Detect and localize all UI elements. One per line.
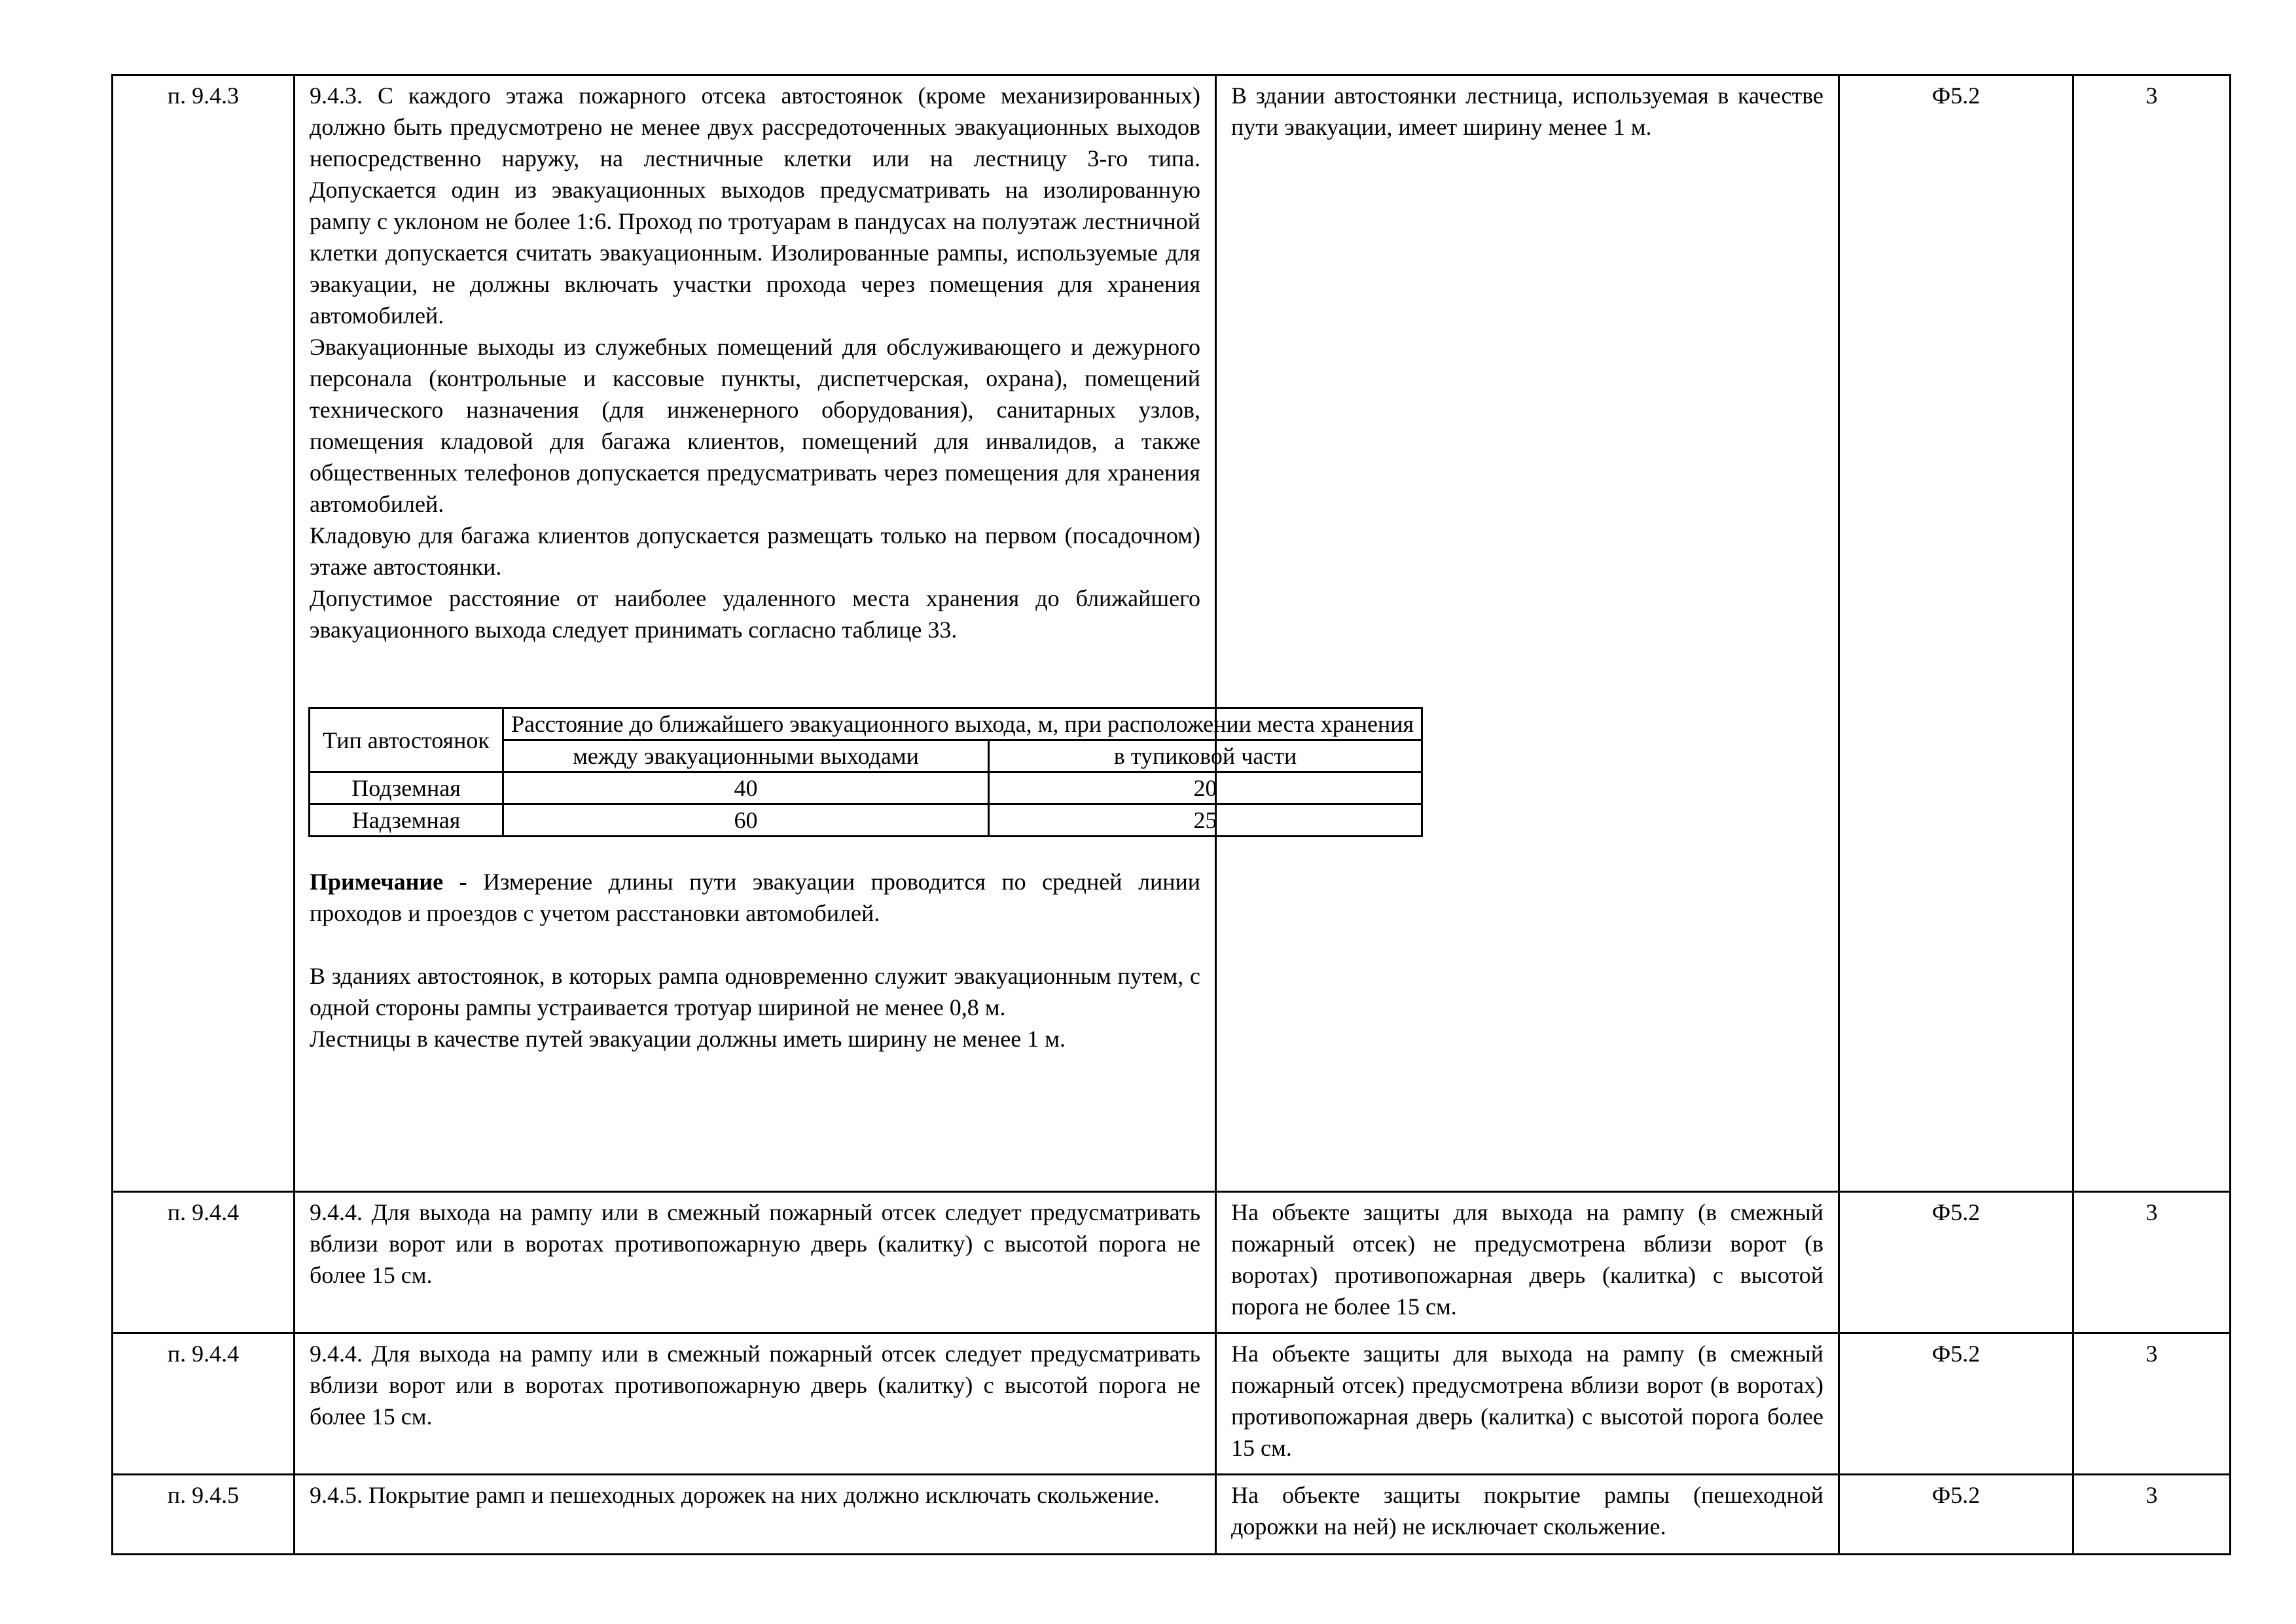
clause-ref: п. 9.4.5 [113, 1475, 295, 1555]
deadend-value: 20 [989, 772, 1422, 804]
type-header: Тип автостоянок [310, 708, 503, 772]
requirement-text: 9.4.4. Для выхода на рампу или в смежный пожарный отсек следует предусматривать вблизи ворот или в воротах противопожарную дверь (калитку) с высотой порога не более 15 см. [295, 1333, 1216, 1475]
class-code: Ф5.2 [1839, 1333, 2073, 1475]
distance-header: Расстояние до ближайшего эвакуационного выхода, м, при расположении места хранения [503, 708, 1422, 740]
requirement-paragraph: Кладовую для багажа клиентов допускается размещать только на первом (посадочном) этаже автостоянки. [310, 522, 1200, 580]
note-text: Измерение длины пути эвакуации проводится по средней линии проходов и проездов с учетом расстановки автомобилей. [310, 869, 1201, 926]
violation-text: В здании автостоянки лестница, используемая в качестве пути эвакуации, имеет ширину менее 1 м. [1216, 75, 1839, 1192]
table-row [113, 1333, 2231, 1475]
requirement-paragraph: В зданиях автостоянок, в которых рампа одновременно служит эвакуационным путем, с одной стороны рампы устраивается тротуар шириной не менее 0,8 м. [310, 963, 1200, 1020]
deadend-value: 25 [989, 804, 1422, 837]
between-value: 60 [503, 804, 989, 837]
requirement-text: 9.4.5. Покрытие рамп и пешеходных дорожек на них должно исключать скольжение. [295, 1475, 1216, 1555]
between-value: 40 [503, 772, 989, 804]
between-exits-header: между эвакуационными выходами [503, 740, 989, 772]
note-label: Примечание - [310, 869, 467, 895]
distance-table-wrap [308, 707, 1414, 837]
table-row [113, 1475, 2231, 1555]
requirement-text [295, 75, 1414, 1192]
parking-type: Подземная [310, 772, 503, 804]
requirement-paragraph: Лестницы в качестве путей эвакуации должны иметь ширину не менее 1 м. [310, 1026, 1066, 1052]
requirement-text: 9.4.4. Для выхода на рампу или в смежный пожарный отсек следует предусматривать вблизи ворот или в воротах противопожарную дверь (калитку) с высотой порога не более 15 см. [295, 1192, 1216, 1333]
violation-text: На объекте защиты покрытие рампы (пешеходной дорожки на ней) не исключает скольжение. [1216, 1475, 1839, 1555]
requirement-paragraph: Допустимое расстояние от наиболее удаленного места хранения до ближайшего эвакуационного выхода следует принимать согласно таблице 33. [310, 585, 1200, 643]
clause-ref: п. 9.4.4 [113, 1192, 295, 1333]
violation-text: На объекте защиты для выхода на рампу (в смежный пожарный отсек) предусмотрена вблизи ворот (в воротах) противопожарная дверь (калитка) с высотой порога более 15 см. [1216, 1333, 1839, 1475]
requirement-paragraph: Эвакуационные выходы из служебных помещений для обслуживающего и дежурного персонала (контрольные и кассовые пункты, диспетчерская, охрана), помещений технического назначения (для инженерного оборудования), санитарных узлов, помещения кладовой для багажа клиентов, помещений для инвалидов, а также общественных телефонов допускается предусматривать через помещения для хранения автомобилей. [310, 334, 1200, 517]
requirement-paragraph: 9.4.3. С каждого этажа пожарного отсека автостоянок (кроме механизированных) должно быть предусмотрено не менее двух рассредоточенных эвакуационных выходов непосредственно наружу, на лестничные клетки или на лестницу 3-го типа. Допускается один из эвакуационных выходов предусматривать на изолированную рампу с уклоном не более 1:6. Проход по тротуарам в пандусах на полуэтаж лестничной клетки допускается считать эвакуационным. Изолированные рампы, используемые для эвакуации, не должны включать участки прохода через помещения для хранения автомобилей. [310, 82, 1200, 329]
table-row [113, 75, 2231, 1192]
distance-table-header-row [310, 708, 1422, 740]
class-code: Ф5.2 [1839, 1192, 2073, 1333]
clause-ref: п. 9.4.3 [113, 75, 295, 1192]
count-value: 3 [2073, 75, 2231, 1192]
note [310, 866, 1200, 929]
requirements-table [111, 74, 2231, 1555]
count-value: 3 [2073, 1333, 2231, 1475]
parking-type: Надземная [310, 804, 503, 837]
spacer [310, 929, 1200, 960]
dead-end-header: в тупиковой части [989, 740, 1422, 772]
class-code: Ф5.2 [1839, 1475, 2073, 1555]
class-code: Ф5.2 [1839, 75, 2073, 1192]
count-value: 3 [2073, 1475, 2231, 1555]
table-row [113, 1192, 2231, 1333]
violation-text: На объекте защиты для выхода на рампу (в смежный пожарный отсек) не предусмотрена вблизи ворот (в воротах) противопожарная дверь (калитка) с высотой порога не более 15 см. [1216, 1192, 1839, 1333]
count-value: 3 [2073, 1192, 2231, 1333]
clause-ref: п. 9.4.4 [113, 1333, 295, 1475]
